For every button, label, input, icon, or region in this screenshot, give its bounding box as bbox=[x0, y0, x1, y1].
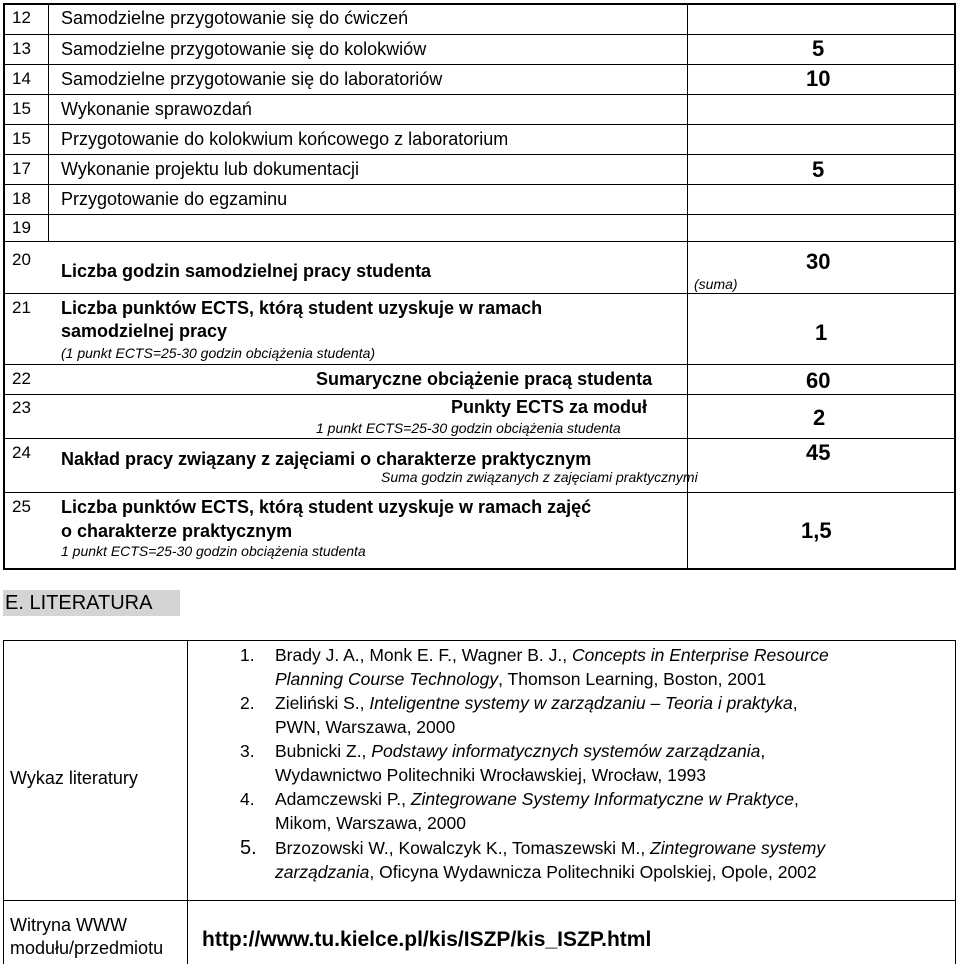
row-label: Punkty ECTS za moduł bbox=[451, 397, 648, 417]
item-line bbox=[275, 787, 799, 811]
item-number: 1. bbox=[240, 645, 255, 665]
list-item bbox=[240, 739, 940, 787]
row-value: 1,5 bbox=[801, 518, 832, 543]
row-number: 22 bbox=[12, 369, 31, 388]
item-publisher: , Oficyna Wydawnicza Politechniki Opolskiej, Opole, 2002 bbox=[369, 862, 817, 882]
row-label: o charakterze praktycznym bbox=[61, 521, 293, 541]
list-item bbox=[240, 836, 940, 884]
item-authors: Brzozowski W., Kowalczyk K., Tomaszewski M., bbox=[275, 838, 651, 858]
item-authors: Zieliński S., bbox=[275, 693, 370, 713]
list-item bbox=[240, 643, 940, 691]
row-label: Nakład pracy związany z zajęciami o charakterze praktycznym bbox=[61, 449, 592, 469]
row-number: 12 bbox=[12, 8, 31, 27]
item-publisher: Wydawnictwo Politechniki Wrocławskiej, Wrocław, 1993 bbox=[275, 765, 707, 785]
item-publisher: Mikom, Warszawa, 2000 bbox=[275, 813, 466, 833]
row-label: Samodzielne przygotowanie się do kolokwiów bbox=[61, 39, 427, 59]
item-number: 3. bbox=[240, 741, 255, 761]
section-heading-literatura: E. LITERATURA bbox=[3, 590, 180, 616]
item-punct: , bbox=[760, 741, 766, 761]
row-number: 24 bbox=[12, 443, 31, 462]
row-sublabel: (1 punkt ECTS=25-30 godzin obciążenia studenta) bbox=[61, 345, 376, 361]
row-number: 21 bbox=[12, 298, 31, 317]
row-sublabel: 1 punkt ECTS=25-30 godzin obciążenia studenta bbox=[316, 420, 621, 436]
item-title: Planning Course Technology bbox=[275, 669, 499, 689]
row-label: Samodzielne przygotowanie się do laboratoriów bbox=[61, 69, 443, 89]
row-value: 10 bbox=[806, 66, 831, 91]
item-line bbox=[275, 860, 817, 884]
row-value: 45 bbox=[806, 440, 831, 465]
row-number: 19 bbox=[12, 218, 31, 237]
item-title: zarządzania bbox=[275, 862, 370, 882]
item-line bbox=[275, 691, 798, 715]
item-line bbox=[275, 739, 765, 763]
item-number: 4. bbox=[240, 789, 255, 809]
row-number: 23 bbox=[12, 398, 31, 417]
item-line bbox=[275, 715, 455, 739]
row-value: 5 bbox=[812, 36, 825, 61]
item-line bbox=[275, 763, 706, 787]
item-line bbox=[275, 643, 829, 667]
row-label: Przygotowanie do kolokwium końcowego z laboratorium bbox=[61, 129, 509, 149]
www-label: modułu/przedmiotu bbox=[10, 938, 164, 958]
list-item bbox=[240, 691, 940, 739]
row-label: Wykonanie sprawozdań bbox=[61, 99, 252, 119]
item-number: 2. bbox=[240, 693, 255, 713]
row-number: 25 bbox=[12, 497, 31, 516]
row-label: Liczba godzin samodzielnej pracy studenta bbox=[61, 261, 432, 281]
item-punct: , bbox=[792, 693, 798, 713]
item-title: Zintegrowane systemy bbox=[650, 838, 826, 858]
item-publisher: PWN, Warszawa, 2000 bbox=[275, 717, 456, 737]
row-value: 1 bbox=[815, 320, 828, 345]
item-authors: Bubnicki Z., bbox=[275, 741, 372, 761]
item-authors: Brady J. A., Monk E. F., Wagner B. J., bbox=[275, 645, 572, 665]
row-label: Wykonanie projektu lub dokumentacji bbox=[61, 159, 360, 179]
row-number: 13 bbox=[12, 39, 31, 58]
row-value: 5 bbox=[812, 157, 825, 182]
row-number: 15 bbox=[12, 129, 31, 148]
item-number: 5. bbox=[240, 837, 257, 859]
list-item bbox=[240, 787, 940, 835]
row-value: 60 bbox=[806, 368, 831, 393]
item-title: Concepts in Enterprise Resource bbox=[571, 645, 829, 665]
item-authors: Adamczewski P., bbox=[275, 789, 411, 809]
row-number: 15 bbox=[12, 99, 31, 118]
row-label: Liczba punktów ECTS, którą student uzyskuje w ramach zajęć bbox=[61, 497, 592, 517]
row-value: 2 bbox=[813, 405, 826, 430]
item-line bbox=[275, 836, 825, 860]
row-label: Przygotowanie do egzaminu bbox=[61, 189, 288, 209]
item-line bbox=[275, 811, 466, 835]
literature-label: Wykaz literatury bbox=[10, 768, 138, 788]
row-label: Samodzielne przygotowanie się do ćwiczeń bbox=[61, 8, 409, 28]
row-number: 18 bbox=[12, 189, 31, 208]
www-link[interactable]: http://www.tu.kielce.pl/kis/ISZP/kis_ISZP.html bbox=[202, 928, 652, 951]
sum-note: (suma) bbox=[694, 276, 738, 292]
row-sublabel: Suma godzin związanych z zajęciami praktycznymi bbox=[381, 469, 698, 485]
row-label: Liczba punktów ECTS, którą student uzyskuje w ramach bbox=[61, 298, 543, 318]
www-label: Witryna WWW bbox=[10, 915, 127, 935]
item-punct: , bbox=[794, 789, 799, 809]
row-sublabel: 1 punkt ECTS=25-30 godzin obciążenia studenta bbox=[61, 543, 366, 559]
row-number: 14 bbox=[12, 69, 31, 88]
row-label: samodzielnej pracy bbox=[61, 321, 228, 341]
row-number: 17 bbox=[12, 159, 31, 178]
item-title: Podstawy informatycznych systemów zarządzania bbox=[371, 741, 761, 761]
row-label: Sumaryczne obciążenie pracą studenta bbox=[316, 369, 653, 389]
item-line bbox=[275, 667, 766, 691]
item-title: Zintegrowane Systemy Informatyczne w Praktyce bbox=[410, 789, 795, 809]
item-publisher: , Thomson Learning, Boston, 2001 bbox=[498, 669, 767, 689]
item-title: Inteligentne systemy w zarządzaniu – Teoria i praktyka bbox=[369, 693, 793, 713]
row-number: 20 bbox=[12, 250, 31, 269]
row-value: 30 bbox=[806, 249, 831, 274]
